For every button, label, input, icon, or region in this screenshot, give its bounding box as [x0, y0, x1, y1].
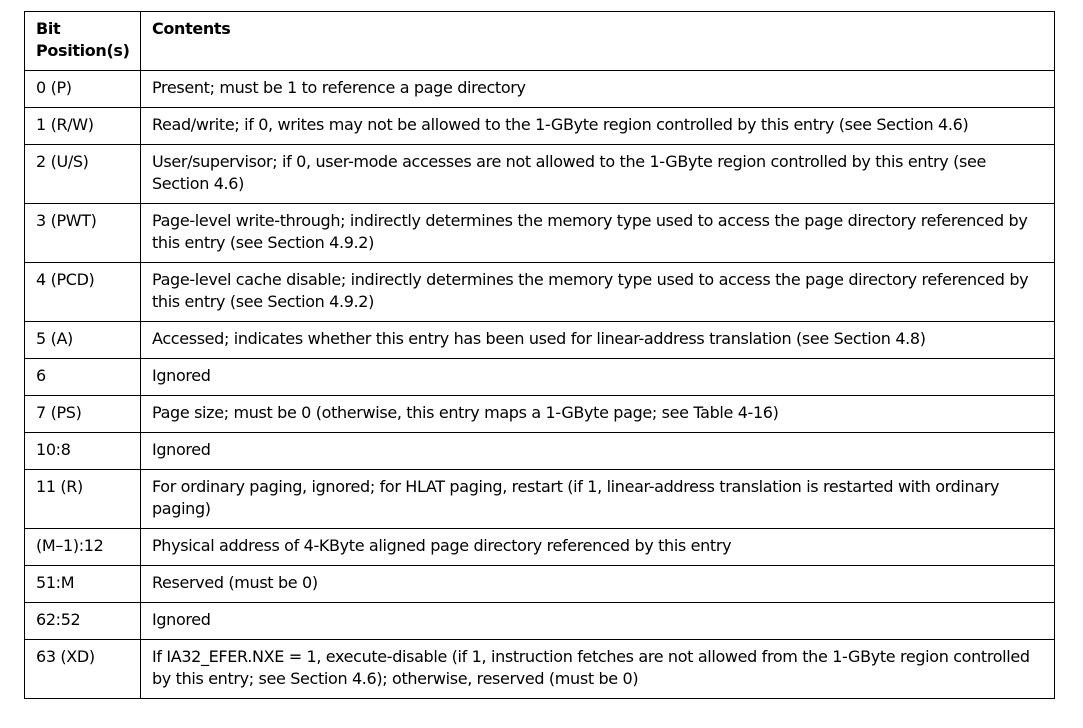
contents-cell: Ignored: [141, 359, 1055, 396]
bit-position-cell: 2 (U/S): [25, 145, 141, 204]
bit-position-cell: 5 (A): [25, 322, 141, 359]
bit-position-cell: 7 (PS): [25, 396, 141, 433]
contents-cell: For ordinary paging, ignored; for HLAT paging, restart (if 1, linear-address translation is restarted with ordinary paging): [141, 470, 1055, 529]
table-body: [25, 71, 1055, 699]
contents-cell: Reserved (must be 0): [141, 566, 1055, 603]
table-row: [25, 263, 1055, 322]
bit-position-cell: 4 (PCD): [25, 263, 141, 322]
bit-position-cell: 63 (XD): [25, 640, 141, 699]
table-row: [25, 396, 1055, 433]
bit-position-cell: 51:M: [25, 566, 141, 603]
bit-position-cell: (M–1):12: [25, 529, 141, 566]
contents-cell: If IA32_EFER.NXE = 1, execute-disable (if 1, instruction fetches are not allowed from the 1-GByte region controlled by this entry; see Section 4.6); otherwise, reserved (must be 0): [141, 640, 1055, 699]
table-row: [25, 71, 1055, 108]
table-header-row: [25, 12, 1055, 71]
table-row: [25, 359, 1055, 396]
contents-cell: Read/write; if 0, writes may not be allowed to the 1-GByte region controlled by this entry (see Section 4.6): [141, 108, 1055, 145]
table-row: [25, 322, 1055, 359]
contents-cell: Page-level cache disable; indirectly determines the memory type used to access the page directory referenced by this entry (see Section 4.9.2): [141, 263, 1055, 322]
table-row: [25, 433, 1055, 470]
contents-cell: Ignored: [141, 433, 1055, 470]
pdpte-format-table: [24, 11, 1055, 699]
bit-position-cell: 11 (R): [25, 470, 141, 529]
bit-position-cell: 0 (P): [25, 71, 141, 108]
bit-position-cell: 1 (R/W): [25, 108, 141, 145]
contents-cell: User/supervisor; if 0, user-mode accesses are not allowed to the 1-GByte region controlled by this entry (see Section 4.6): [141, 145, 1055, 204]
bit-position-cell: 62:52: [25, 603, 141, 640]
table-row: [25, 529, 1055, 566]
contents-cell: Page-level write-through; indirectly determines the memory type used to access the page directory referenced by this entry (see Section 4.9.2): [141, 204, 1055, 263]
table-row: [25, 470, 1055, 529]
bit-position-cell: 10:8: [25, 433, 141, 470]
table-row: [25, 145, 1055, 204]
table-row: [25, 204, 1055, 263]
contents-cell: Physical address of 4-KByte aligned page directory referenced by this entry: [141, 529, 1055, 566]
contents-cell: Page size; must be 0 (otherwise, this entry maps a 1-GByte page; see Table 4-16): [141, 396, 1055, 433]
bit-position-cell: 3 (PWT): [25, 204, 141, 263]
table-row: [25, 566, 1055, 603]
table-row: [25, 108, 1055, 145]
table-row: [25, 640, 1055, 699]
bit-position-cell: 6: [25, 359, 141, 396]
table-row: [25, 603, 1055, 640]
header-bit-positions: Bit Position(s): [25, 12, 141, 71]
header-contents: Contents: [141, 12, 1055, 71]
contents-cell: Accessed; indicates whether this entry has been used for linear-address translation (see Section 4.8): [141, 322, 1055, 359]
contents-cell: Present; must be 1 to reference a page directory: [141, 71, 1055, 108]
contents-cell: Ignored: [141, 603, 1055, 640]
